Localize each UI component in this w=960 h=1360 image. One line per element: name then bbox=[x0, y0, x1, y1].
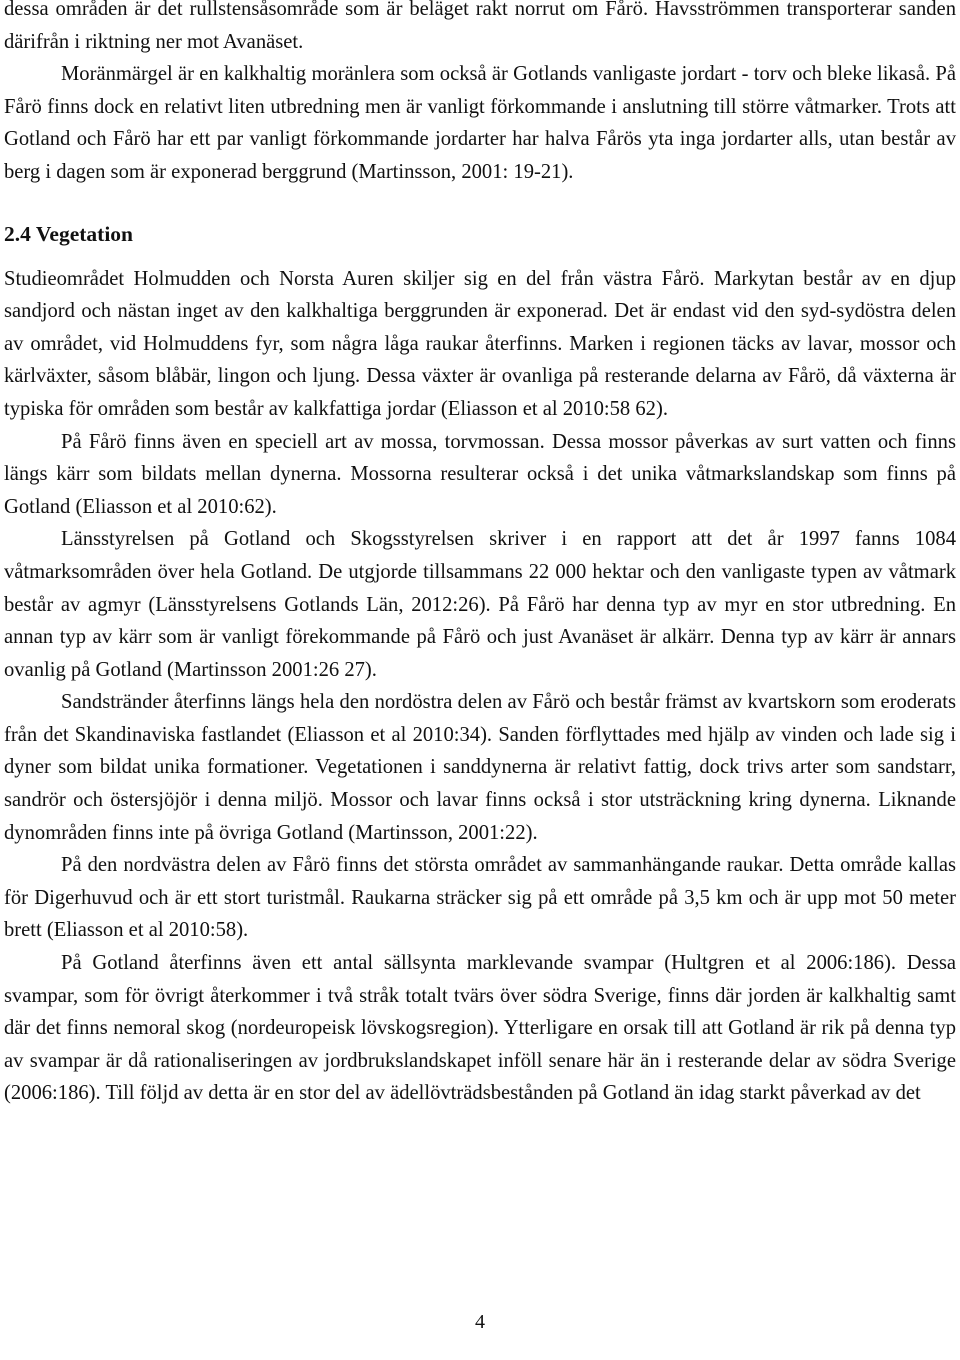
paragraph-raukar: På den nordvästra delen av Fårö finns det största området av sammanhängande raukar. Detta område kallas för Digerhuvud och är ett stort turistmål. Raukarna sträcker sig på ett område på 3,5 km och är upp mot 50 meter brett (Eliasson et al 2010:58). bbox=[4, 854, 956, 942]
paragraph-studieomradet: Studieområdet Holmudden och Norsta Auren skiljer sig en del från västra Fårö. Markytan består av en djup sandjord och nästan inget av den kalkhaltiga berggrunden är exponerad. Det är endast vid den syd-sydöstra delen av området, vid Holmuddens fyr, som några låga raukar återfinns. Marken i regionen täcks av lavar, mossor och kärlväxter, såsom blåbär, lingon och ljung. Dessa växter är ovanliga på resterande delarna av Fårö, då växterna är typiska för områden som består av kalkfattiga jordar (Eliasson et al 2010:58 62). bbox=[4, 267, 956, 420]
paragraph-continued: dessa områden är det rullstensåsområde som är beläget rakt norrut om Fårö. Havsströmmen transporterar sanden därifrån i riktning ner mot Avanäset. bbox=[4, 0, 956, 53]
document-page bbox=[4, 0, 956, 1110]
page-number: 4 bbox=[475, 1311, 485, 1333]
paragraph-moranmargel: Moränmärgel är en kalkhaltig moränlera som också är Gotlands vanligaste jordart - torv och bleke likaså. På Fårö finns dock en relativt liten utbredning men är vanligt förkommande i anslutning till större våtmarker. Trots att Gotland och Fårö har ett par vanligt förkommande jordarter har halva Fårös yta inga jordarter alls, utan består av berg i dagen som är exponerad berggrund (Martinsson, 2001: 19-21). bbox=[4, 63, 956, 183]
section-heading-vegetation: 2.4 Vegetation bbox=[4, 221, 133, 246]
paragraph-torvmossan: På Fårö finns även en speciell art av mossa, torvmossan. Dessa mossor påverkas av surt vatten och finns längs kärr som bildats mellan dynerna. Mossorna resulterar också i det unika våtmarkslandskap som finns på Gotland (Eliasson et al 2010:62). bbox=[4, 430, 956, 518]
paragraph-vatmarker: Länsstyrelsen på Gotland och Skogsstyrelsen skriver i en rapport att det år 1997 fanns 1084 våtmarksområden över hela Gotland. De utgjorde tillsammans 22 000 hektar och den vanligaste typen av våtmark består av agmyr (Länsstyrelsens Gotlands Län, 2012:26). På Fårö har denna typ av myr en stor utbredning. En annan typ av kärr som är vanligt förekommande på Fårö och just Avanäset är alkärr. Denna typ av kärr är annars ovanlig på Gotland (Martinsson 2001:26 27). bbox=[4, 528, 956, 681]
paragraph-sandstrander: Sandstränder återfinns längs hela den nordöstra delen av Fårö och består främst av kvartskorn som eroderats från det Skandinaviska fastlandet (Eliasson et al 2010:34). Sanden förflyttades med hjälp av vinden och lade sig i dyner som bildat unika formationer. Vegetationen i sanddynerna är relativt fattig, dock trivs arter som sandstarr, sandrör och östersjöjör i denna miljö. Mossor och lavar finns också i stor utsträckning kring dynerna. Liknande dynområden finns inte på övriga Gotland (Martinsson, 2001:22). bbox=[4, 691, 956, 844]
paragraph-svampar: På Gotland återfinns även ett antal sällsynta marklevande svampar (Hultgren et al 2006:186). Dessa svampar, som för övrigt återkommer i två stråk totalt tvärs över södra Sverige, finns där jorden är kalkhaltig samt där det finns nemoral skog (nordeuropeisk lövskogsregion). Ytterligare en orsak till att Gotland är rik på denna typ av svampar är då rationaliseringen av jordbrukslandskapet inföll senare här än i resterande delar av södra Sverige (2006:186). Till följd av detta är en stor del av ädellövträdsbestånden på Gotland än idag starkt påverkad av det bbox=[4, 952, 956, 1105]
